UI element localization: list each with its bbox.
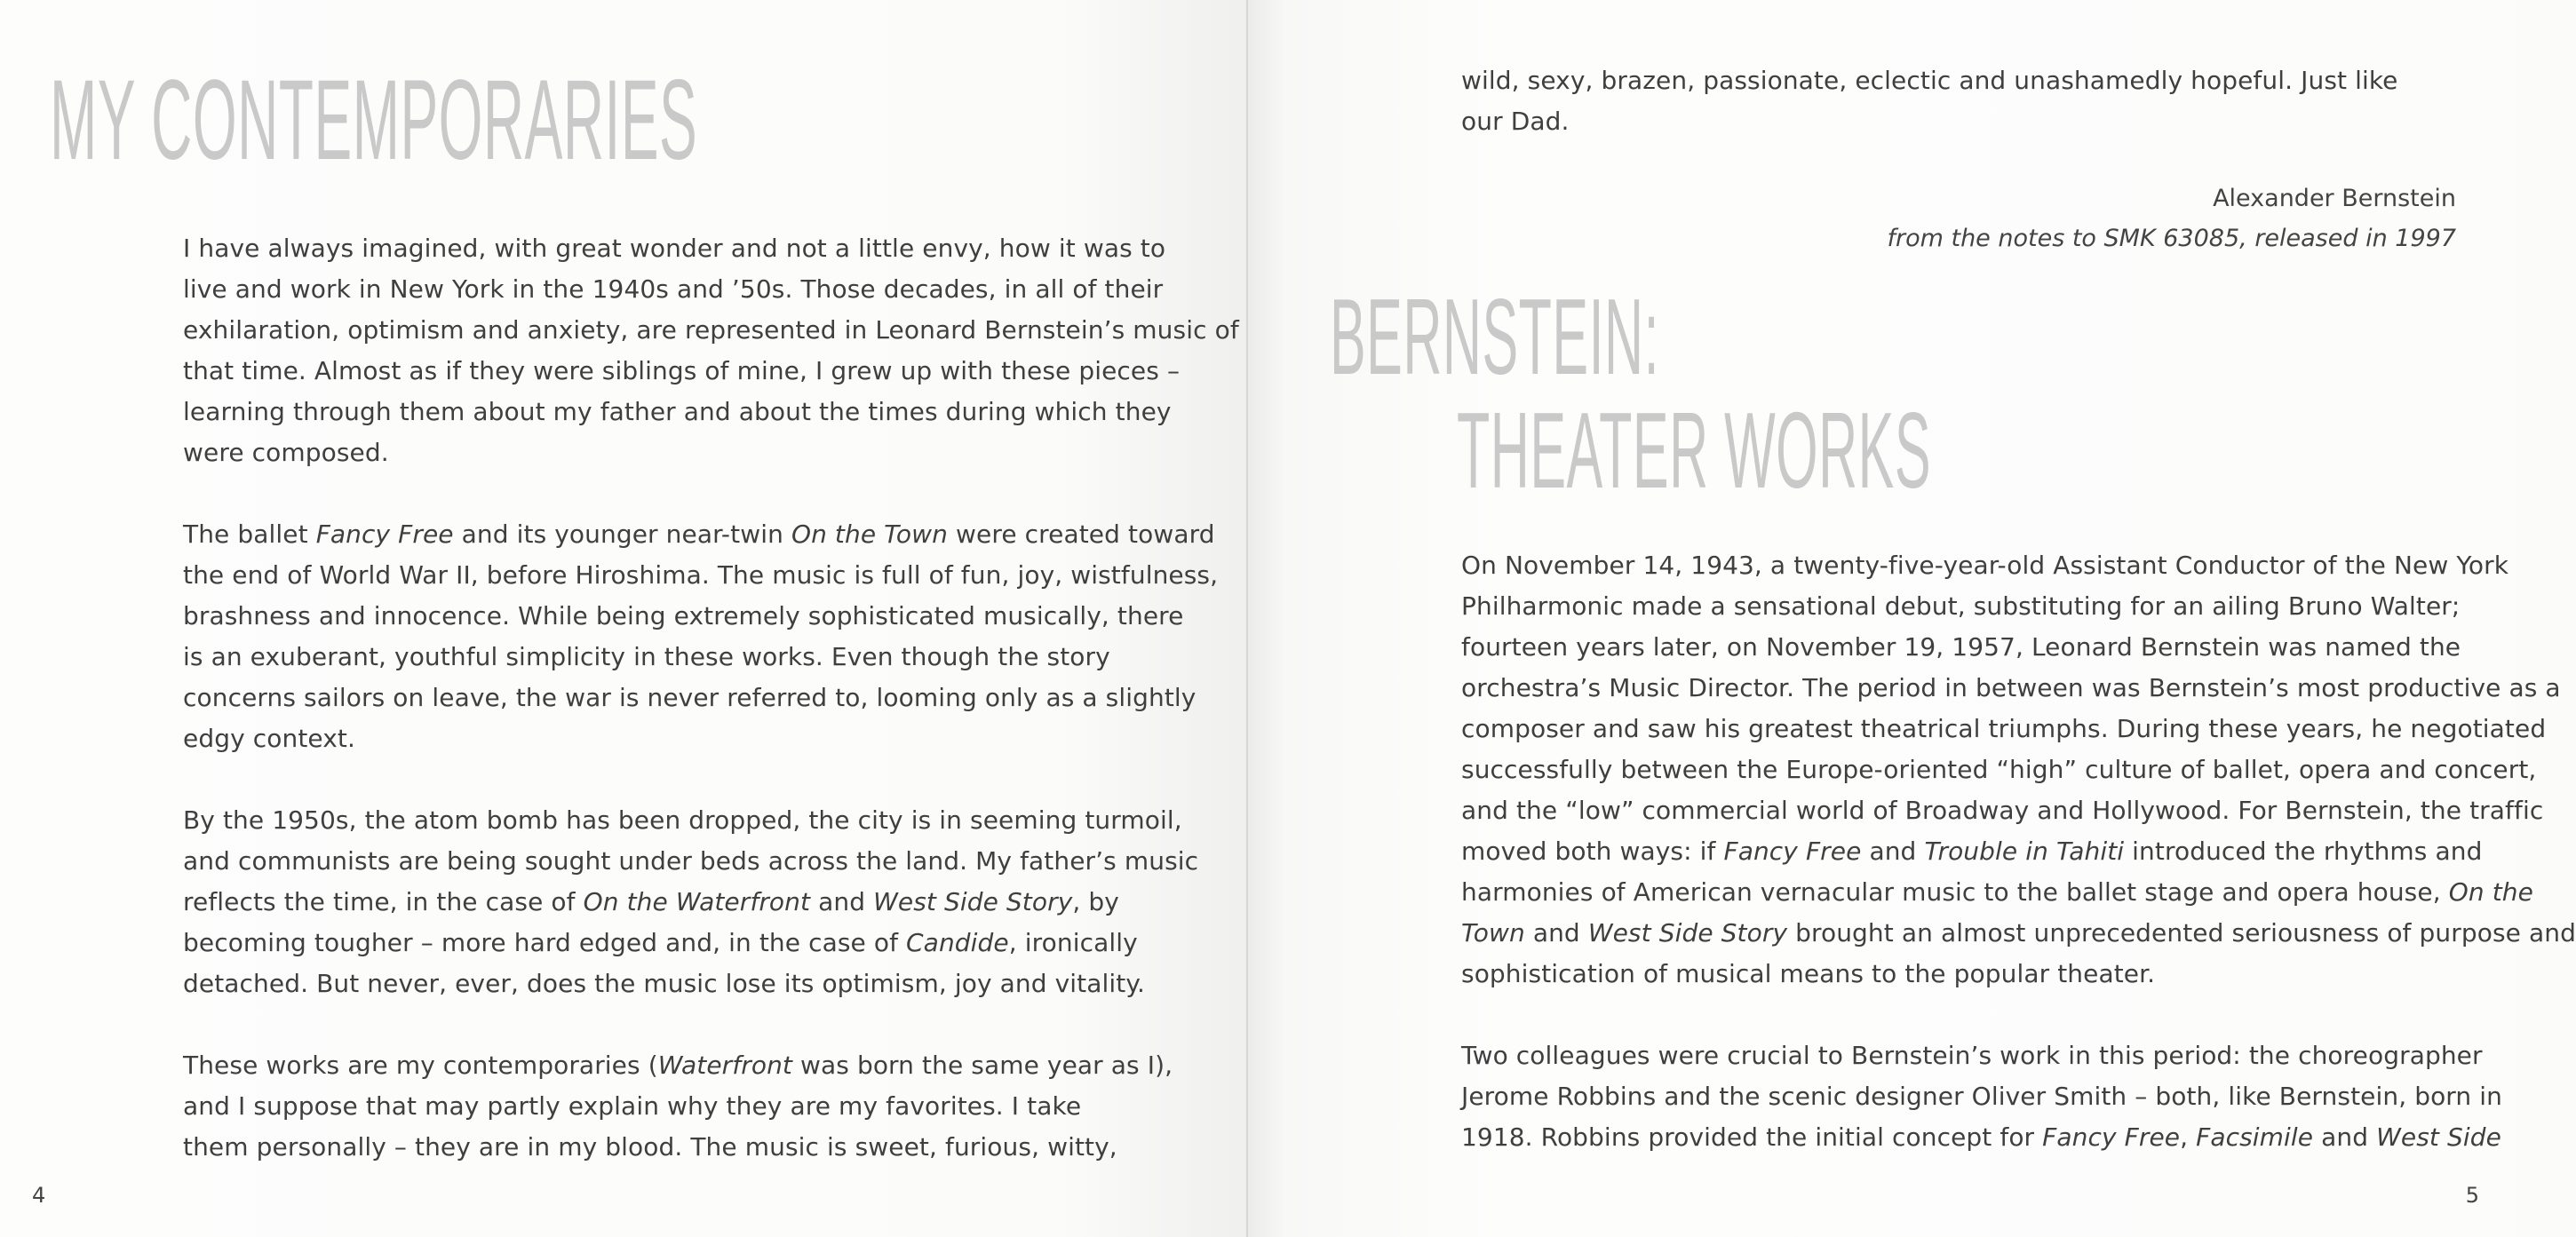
text-run: , ironically <box>1008 928 1138 957</box>
italic-title: Fancy Free <box>1723 837 1862 866</box>
italic-title: Fancy Free <box>2042 1122 2181 1152</box>
text-run: and its younger near-twin <box>453 519 791 549</box>
text-run: sophistication of musical means to the popular theater. <box>1461 959 2156 988</box>
right-page-body <box>1461 545 2576 1158</box>
text-line <box>1461 872 2533 913</box>
text-run: and <box>810 887 874 916</box>
text-run: harmonies of American vernacular music to the ballet stage and opera house, <box>1461 877 2449 907</box>
text-run: our Dad. <box>1461 107 1570 136</box>
text-run: composer and saw his greatest theatrical triumphs. During these years, he negotiated <box>1461 714 2547 743</box>
text-line <box>1461 790 2544 831</box>
text-line <box>183 555 1219 596</box>
text-line <box>1461 627 2474 668</box>
section-heading-line1: BERNSTEIN: <box>1330 276 1660 397</box>
text-line <box>183 1086 1187 1127</box>
text-run: is an exuberant, youthful simplicity in these works. Even though the story <box>183 642 1110 671</box>
text-line <box>183 1127 1187 1168</box>
text-line <box>1461 831 2483 872</box>
text-run: introduced the rhythms and <box>2124 837 2483 866</box>
italic-title: Fancy Free <box>315 519 454 549</box>
text-run: , by <box>1072 887 1119 916</box>
text-run: Philharmonic made a sensational debut, substituting for an ailing Bruno Walter; <box>1461 591 2461 621</box>
text-run: and I suppose that may partly explain why they are my favorites. I take <box>183 1091 1082 1121</box>
text-run: The ballet <box>183 519 316 549</box>
text-run: learning through them about my father and about the times during which they <box>183 397 1172 426</box>
text-run: and <box>1524 918 1588 948</box>
text-run: Two colleagues were crucial to Bernstein’s work in this period: the choreographer <box>1461 1041 2483 1070</box>
text-run: orchestra’s Music Director. The period in between was Bernstein’s most productive as a <box>1461 673 2561 702</box>
text-run: , <box>2180 1122 2197 1152</box>
attribution-note: from the notes to SMK 63085, released in 1997 <box>1887 225 2456 252</box>
italic-title: On the Town <box>791 519 948 549</box>
italic-title: Trouble in Tahiti <box>1924 837 2125 866</box>
left-page-body <box>183 228 1239 1168</box>
text-run: I have always imagined, with great wonder and not a little envy, how it was to <box>183 234 1166 263</box>
text-run: brashness and innocence. While being extremely sophisticated musically, there <box>183 601 1184 630</box>
section-heading-line2: THEATER WORKS <box>1457 390 1932 511</box>
text-run: These works are my contemporaries ( <box>183 1051 658 1080</box>
text-line <box>183 392 1187 432</box>
text-line <box>183 351 1187 392</box>
text-line <box>183 800 1187 841</box>
text-line <box>1461 913 2576 954</box>
page-number-right: 5 <box>2465 1183 2479 1208</box>
attribution-name: Alexander Bernstein <box>2213 185 2456 212</box>
text-run: and <box>1861 837 1925 866</box>
text-run: were created toward <box>948 519 1215 549</box>
text-run: edgy context. <box>183 724 355 753</box>
text-line <box>183 1045 1187 1086</box>
text-line <box>183 637 1187 678</box>
text-line <box>183 228 1187 269</box>
text-line <box>183 882 1187 923</box>
text-run: concerns sailors on leave, the war is never referred to, looming only as a slightly <box>183 683 1197 712</box>
text-line <box>1461 60 2403 101</box>
text-line <box>183 310 1239 351</box>
italic-title: Candide <box>906 928 1009 957</box>
right-page <box>1248 0 2576 1237</box>
italic-title: Facsimile <box>2196 1122 2314 1152</box>
text-run: wild, sexy, brazen, passionate, eclectic and unashamedly hopeful. Just like <box>1461 66 2398 95</box>
text-run: By the 1950s, the atom bomb has been dropped, the city is in seeming turmoil, <box>183 805 1182 835</box>
italic-title: Town <box>1461 918 1525 948</box>
text-line <box>183 269 1187 310</box>
text-run: detached. But never, ever, does the music lose its optimism, joy and vitality. <box>183 969 1145 998</box>
italic-title: On the <box>2448 877 2533 907</box>
right-page-continued-text <box>1461 60 2403 142</box>
text-line <box>183 923 1187 963</box>
text-run: 1918. Robbins provided the initial concept for <box>1461 1122 2043 1152</box>
text-run: reflects the time, in the case of <box>183 887 584 916</box>
text-run: On November 14, 1943, a twenty-five-year-old Assistant Conductor of the New York <box>1461 551 2509 580</box>
text-run: brought an almost unprecedented seriousness of purpose and <box>1787 918 2576 948</box>
text-run: and <box>2313 1122 2377 1152</box>
text-run: and the “low” commercial world of Broadway and Hollywood. For Bernstein, the traffic <box>1461 796 2544 825</box>
italic-title: Waterfront <box>657 1051 792 1080</box>
text-line <box>183 718 1187 759</box>
text-run: fourteen years later, on November 19, 1957, Leonard Bernstein was named the <box>1461 632 2461 662</box>
text-line <box>183 596 1187 637</box>
text-line <box>183 678 1197 718</box>
text-run: exhilaration, optimism and anxiety, are represented in Leonard Bernstein’s music of <box>183 315 1239 345</box>
page-number-left: 4 <box>32 1183 46 1208</box>
italic-title: West Side Story <box>1587 918 1788 948</box>
text-line <box>1461 749 2537 790</box>
left-page <box>0 0 1248 1237</box>
text-run: the end of World War II, before Hiroshima. The music is full of fun, joy, wistfulness, <box>183 560 1219 590</box>
text-run: becoming tougher – more hard edged and, in the case of <box>183 928 907 957</box>
text-line <box>1461 709 2547 749</box>
text-run: moved both ways: if <box>1461 837 1724 866</box>
text-line <box>1461 101 2403 142</box>
text-line <box>183 963 1187 1004</box>
text-line <box>183 514 1215 555</box>
italic-title: West Side Story <box>873 887 1073 916</box>
text-run: successfully between the Europe-oriented “high” culture of ballet, opera and concert, <box>1461 755 2537 784</box>
text-line <box>183 432 1187 473</box>
text-run: live and work in New York in the 1940s and ’50s. Those decades, in all of their <box>183 274 1164 304</box>
italic-title: West Side <box>2376 1122 2501 1152</box>
text-run: and communists are being sought under beds across the land. My father’s music <box>183 846 1199 876</box>
text-line <box>183 841 1199 882</box>
italic-title: On the Waterfront <box>583 887 811 916</box>
left-page-heading: MY CONTEMPORARIES <box>50 57 698 184</box>
text-run: Jerome Robbins and the scenic designer Oliver Smith – both, like Bernstein, born in <box>1461 1082 2502 1111</box>
text-line <box>1461 954 2474 995</box>
text-run: were composed. <box>183 438 389 467</box>
text-line <box>1461 1117 2501 1158</box>
text-run: was born the same year as I), <box>792 1051 1173 1080</box>
text-line <box>1461 1076 2502 1117</box>
text-line <box>1461 1035 2483 1076</box>
text-line <box>1461 668 2561 709</box>
text-run: that time. Almost as if they were siblings of mine, I grew up with these pieces – <box>183 356 1181 385</box>
text-line <box>1461 545 2509 586</box>
text-run: them personally – they are in my blood. The music is sweet, furious, witty, <box>183 1132 1117 1162</box>
text-line <box>1461 586 2474 627</box>
